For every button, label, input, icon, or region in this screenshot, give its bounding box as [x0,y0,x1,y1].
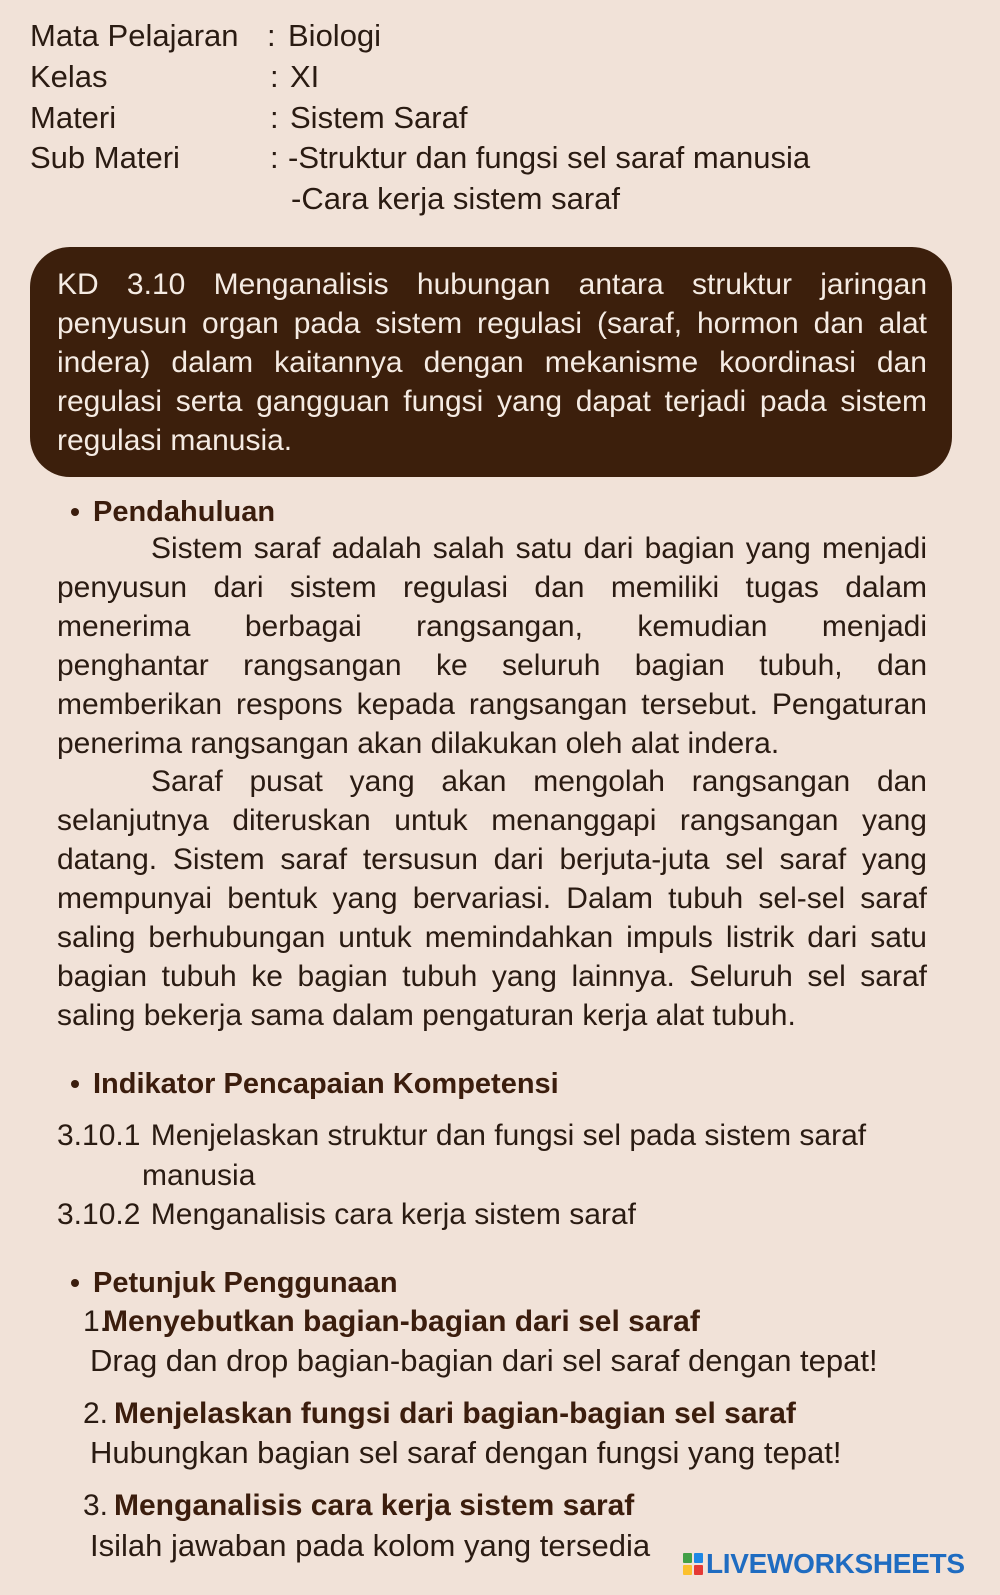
logo-tile [694,1553,703,1563]
paragraph-line: penghantar rangsangan ke seluruh bagian tubuh, dan [57,648,927,682]
header-value: -Struktur dan fungsi sel saraf manusia [288,139,811,175]
header-colon: : [267,17,276,53]
bullet-dot [71,1279,79,1287]
petunjuk-item-title: Menganalisis cara kerja sistem saraf [114,1488,635,1522]
section-heading: Petunjuk Penggunaan [93,1266,398,1299]
header-label: Sub Materi [30,139,180,175]
petunjuk-item-number: 3. [83,1488,109,1522]
liveworksheets-grid-icon [683,1553,703,1575]
header-row-sub-materi [0,137,1000,178]
paragraph-line: saling berhubungan untuk memindahkan impuls listrik dari satu [57,920,927,954]
bullet-dot [71,508,79,516]
petunjuk-item-instruction: Drag dan drop bagian-bagian dari sel saraf dengan tepat! [90,1342,878,1378]
kd-line: KD 3.10 Menganalisis hubungan antara struktur jaringan [57,267,927,301]
header-label: Materi [30,99,117,135]
liveworksheets-logo [683,1549,983,1579]
petunjuk-item-instruction: Isilah jawaban pada kolom yang tersedia [90,1527,651,1563]
header-colon: : [270,99,279,135]
header-row-mata-pelajaran [0,15,1000,56]
header-row-kelas [0,56,1000,97]
header-value: Sistem Saraf [290,99,468,135]
indikator-text: Menganalisis cara kerja sistem saraf [150,1197,636,1231]
liveworksheets-logo-text: LIVEWORKSHEETS [706,1548,965,1579]
petunjuk-item-title: Menjelaskan fungsi dari bagian-bagian sel saraf [114,1396,796,1430]
indikator-code: 3.10.2 [57,1197,141,1231]
header-value: XI [290,58,320,94]
kd-box [30,247,952,477]
paragraph-line: Saraf pusat yang akan mengolah rangsangan dan [151,764,927,798]
header-value: -Cara kerja sistem saraf [291,180,621,216]
paragraph-line: penyusun dari sistem regulasi dan memiliki tugas dalam [57,570,927,604]
kd-line: indera) dalam kaitannya dengan mekanisme koordinasi dan [57,345,927,379]
logo-tile [694,1565,703,1575]
indikator-text: manusia [142,1158,256,1192]
section-heading: Indikator Pencapaian Kompetensi [93,1067,559,1100]
paragraph-line: mempunyai bentuk yang bervariasi. Dalam tubuh sel-sel saraf [57,881,927,915]
paragraph-line: saling bekerja sama dalam pengaturan kerja alat tubuh. [57,998,796,1032]
indikator-code: 3.10.1 [57,1118,141,1152]
logo-tile [683,1553,692,1563]
paragraph-line: penerima rangsangan akan dilakukan oleh alat indera. [57,726,780,760]
header-label: Kelas [30,58,108,94]
paragraph-line: memberikan respons kepada rangsangan tersebut. Pengaturan [57,687,927,721]
header-colon: : [270,58,279,94]
paragraph-line: bagian tubuh ke bagian tubuh yang lainnya. Seluruh sel saraf [57,959,927,993]
paragraph-line: Sistem saraf adalah salah satu dari bagian yang menjadi [151,531,927,565]
petunjuk-item-number: 2. [83,1396,109,1430]
paragraph-line: selanjutnya diteruskan untuk menanggapi rangsangan yang [57,803,927,837]
kd-line: penyusun organ pada sistem regulasi (saraf, hormon dan alat [57,306,927,340]
petunjuk-item-instruction: Hubungkan bagian sel saraf dengan fungsi yang tepat! [90,1434,842,1470]
header-label: Mata Pelajaran [30,17,239,53]
indikator-item [57,1116,866,1155]
logo-tile [683,1565,692,1575]
header-row-sub-materi-continued [0,178,1000,219]
paragraph-line: menerima berbagai rangsangan, kemudian menjadi [57,609,927,643]
header-row-materi [0,97,1000,138]
petunjuk-item-title: Menyebutkan bagian-bagian dari sel saraf [103,1304,700,1338]
bullet-dot [71,1080,79,1088]
indikator-item [57,1195,636,1234]
section-heading: Pendahuluan [93,495,276,528]
kd-line: regulasi serta gangguan fungsi yang dapat terjadi pada sistem [57,384,927,418]
header-value: Biologi [288,17,382,53]
header-colon: : [270,139,279,175]
petunjuk-item-number: 1. [83,1304,109,1338]
kd-line: regulasi manusia. [57,423,293,457]
paragraph-line: datang. Sistem saraf tersusun dari berjuta-juta sel saraf yang [57,842,927,876]
indikator-text: Menjelaskan struktur dan fungsi sel pada sistem saraf [150,1118,867,1152]
